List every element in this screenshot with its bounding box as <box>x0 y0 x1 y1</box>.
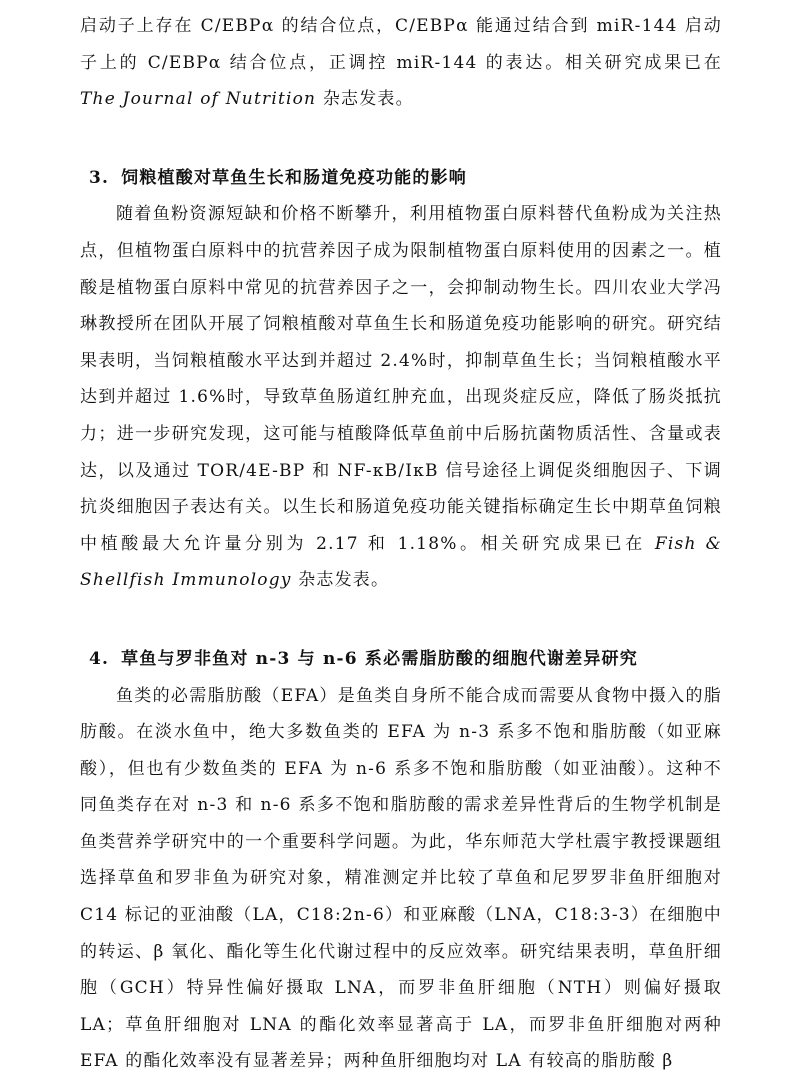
section4-number: 4. <box>89 648 110 669</box>
section-gap <box>80 599 722 641</box>
section3-text-1: 随着鱼粉资源短缺和价格不断攀升，利用植物蛋白原料替代鱼粉成为关注热点，但植物蛋白原料中的抗营养因子成为限制植物蛋白原料使用的因素之一。植酸是植物蛋白原料中常见的抗营养因子之一，会抑制动物生长。四川农业大学冯琳教授所在团队开展了饲粮植酸对草鱼生长和肠道免疫功能影响的研究。研究结果表明，当饲粮植酸水平达到并超过 2.4%时，抑制草鱼生长；当饲粮植酸水平达到并超过 1.6%时，导致草鱼肠道红肿充血，出现炎症反应，降低了肠炎抵抗力；进一步研究发现，这可能与植酸降低草鱼前中后肠抗菌物质活性、含量或表达，以及通过 TOR/4E-BP 和 NF-κB/IκB 信号途径上调促炎细胞因子、下调抗炎细胞因子表达有关。以生长和肠道免疫功能关键指标确定生长中期草鱼饲粮中植酸最大允许量分别为 2.17 和 1.18%。相关研究成果已在 <box>80 204 722 554</box>
section3-title: 饲粮植酸对草鱼生长和肠道免疫功能的影响 <box>121 167 467 188</box>
section4-paragraph: 鱼类的必需脂肪酸（EFA）是鱼类自身所不能合成而需要从食物中摄入的脂肪酸。在淡水鱼中，绝大多数鱼类的 EFA 为 n-3 系多不饱和脂肪酸（如亚麻酸），但也有少数鱼类的 EFA 为 n-6 系多不饱和脂肪酸（如亚油酸）。这种不同鱼类存在对 n-3 和 n-6 系多不饱和脂肪酸的需求差异性背后的生物学机制是鱼类营养学研究中的一个重要科学问题。为此，华东师范大学杜震宇教授课题组选择草鱼和罗非鱼为研究对象，精准测定并比较了草鱼和尼罗罗非鱼肝细胞对 C14 标记的亚油酸（LA，C18:2n-6）和亚麻酸（LNA，C18:3-3）在细胞中的转运、β 氧化、酯化等生化代谢过程中的反应效率。研究结果表明，草鱼肝细胞（GCH）特异性偏好摄取 LNA，而罗非鱼肝细胞（NTH）则偏好摄取 LA；草鱼肝细胞对 LNA 的酯化效率显著高于 LA，而罗非鱼肝细胞对两种 EFA 的酯化效率没有显著差异；两种鱼肝细胞均对 LA 有较高的脂肪酸 β <box>80 685 722 1072</box>
section2-tail-paragraph <box>80 8 722 118</box>
section3-number: 3. <box>89 167 110 188</box>
document-page <box>80 0 722 1080</box>
section3-heading <box>80 160 722 197</box>
journal-name-fish-shellfish: Fish & Shellfish Immunology <box>80 533 722 591</box>
section4-title: 草鱼与罗非鱼对 n-3 与 n-6 系必需脂肪酸的细胞代谢差异研究 <box>121 648 638 669</box>
section3-paragraph <box>80 196 722 599</box>
section2-tail-text-2: 杂志发表。 <box>316 89 414 110</box>
section4-heading <box>80 641 722 678</box>
section-gap <box>80 118 722 160</box>
section3-text-2: 杂志发表。 <box>291 570 390 591</box>
journal-name-nutrition: The Journal of Nutrition <box>80 89 317 110</box>
section2-tail-text-1: 启动子上存在 C/EBPα 的结合位点，C/EBPα 能通过结合到 miR-144 启动子上的 C/EBPα 结合位点，正调控 miR-144 的表达。相关研究成果已在 <box>80 16 722 73</box>
